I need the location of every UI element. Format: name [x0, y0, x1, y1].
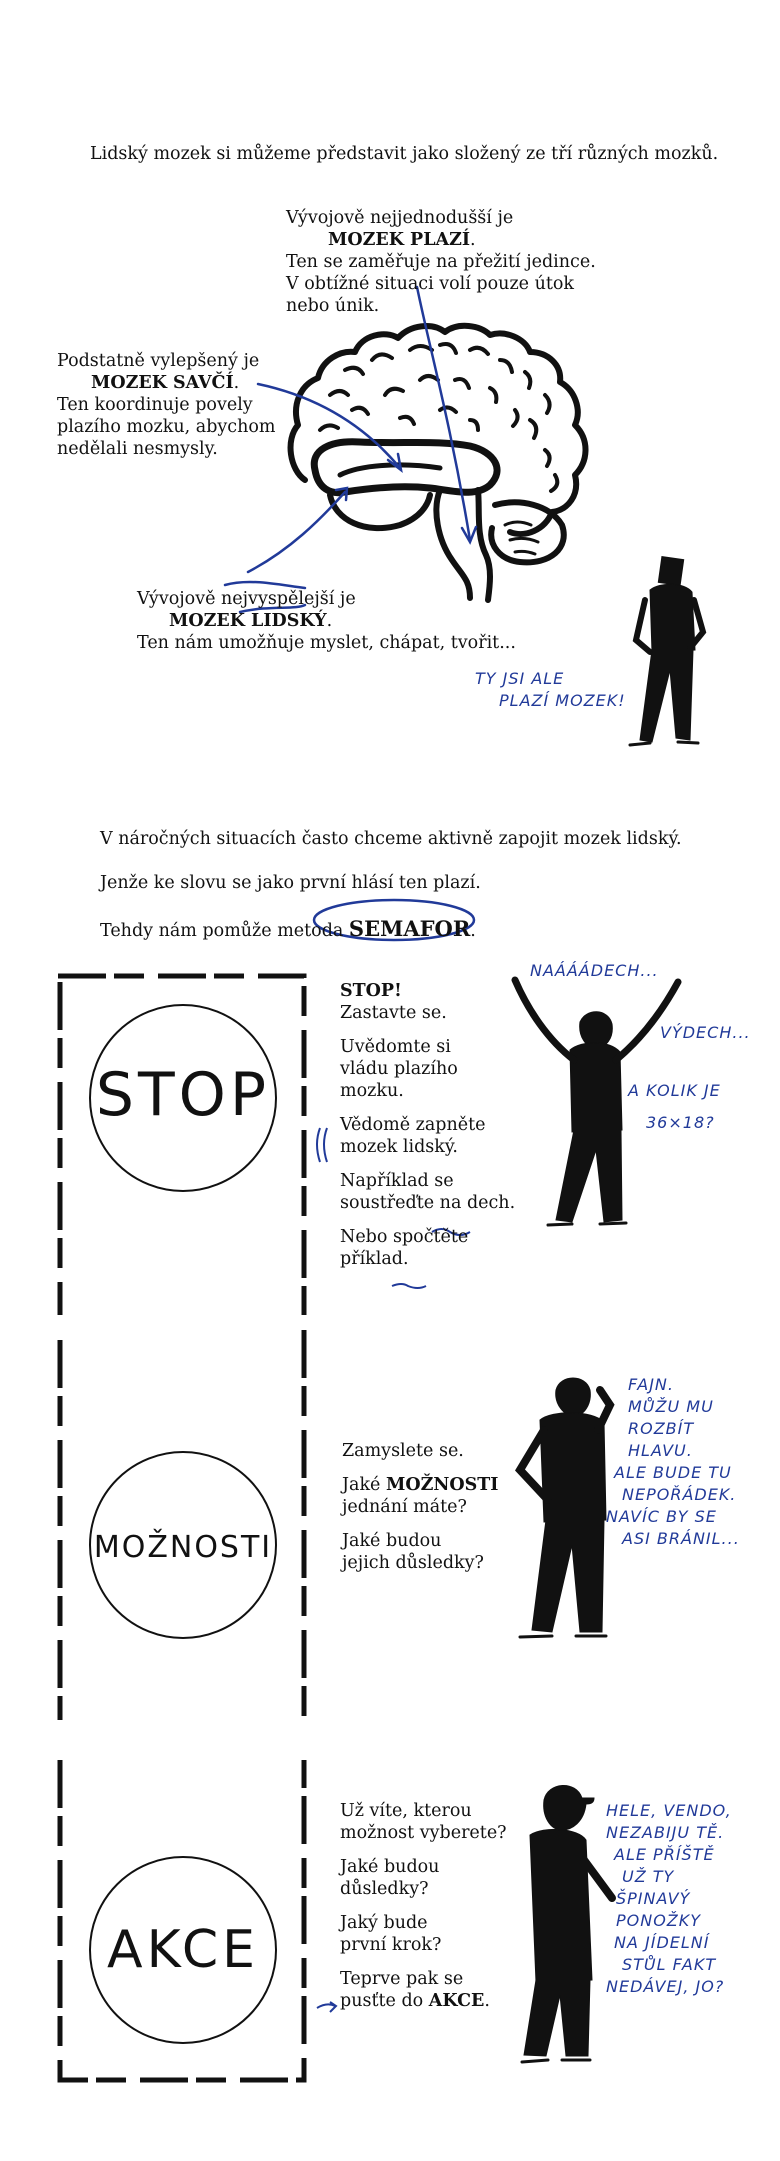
comment-reptile — [475, 668, 626, 712]
stop-t5a: Nebo spočtěte — [340, 1227, 469, 1247]
stop-t5b: příklad. — [340, 1249, 409, 1269]
comment-line2: PLAZÍ MOZEK! — [499, 691, 626, 710]
stop-t3b: mozek lidský. — [340, 1137, 458, 1157]
stop-t2c: mozku. — [340, 1081, 404, 1101]
stop-t3a: Vědomě zapněte — [340, 1115, 486, 1135]
stop-stamp: STOP — [95, 1060, 271, 1130]
moznosti-t3a: Jaké budou — [342, 1531, 442, 1551]
reptile-name: MOZEK PLAZÍ — [328, 230, 471, 250]
section2-line1: V náročných situacích často chceme aktivně zapojit mozek lidský. — [100, 829, 682, 849]
stop-t2b: vládu plazího — [340, 1059, 458, 1079]
moznosti-stamp: MOŽNOSTI — [93, 1530, 273, 1565]
human-pre: Vývojově nejvyspělejší je — [137, 589, 356, 609]
akce-note-0: HELE, VENDO, — [606, 1801, 732, 1820]
moznosti-note-7: ASI BRÁNIL... — [622, 1529, 740, 1548]
akce-t4b-pre: pusťte do — [340, 1991, 429, 2011]
akce-note-4: ŠPINAVÝ — [616, 1889, 691, 1908]
moznosti-note-6: NAVÍC BY SE — [606, 1507, 717, 1526]
akce-note-3: UŽ TY — [622, 1867, 675, 1886]
stop-t4b: soustřeďte na dech. — [340, 1193, 516, 1213]
akce-note-1: NEZABIJU TĚ. — [606, 1823, 725, 1842]
akce-t2a: Jaké budou — [340, 1857, 440, 1877]
akce-t4b-bold: AKCE — [428, 1991, 485, 2011]
method-name: SEMAFOR — [348, 916, 471, 941]
reptile-pre: Vývojově nejjednodušší je — [286, 208, 514, 228]
moznosti-t2b: jednání máte? — [342, 1497, 467, 1517]
arms-up-figure — [515, 980, 678, 1225]
reptile-punct: . — [470, 230, 476, 250]
comment-line1: TY JSI ALE — [475, 669, 565, 688]
moznosti-t2a-bold: MOŽNOSTI — [385, 1475, 499, 1495]
akce-t1b: možnost vyberete? — [340, 1823, 507, 1843]
method-post: . — [470, 921, 476, 941]
stop-t1: Zastavte se. — [340, 1003, 447, 1023]
akce-note-8: NEDÁVEJ, JO? — [606, 1977, 725, 1996]
moznosti-note-3: HLAVU. — [628, 1441, 693, 1460]
akce-t3a: Jaký bude — [340, 1913, 428, 1933]
section2-line3 — [100, 918, 476, 942]
akce-text — [340, 1800, 520, 2012]
stop-title: STOP! — [340, 981, 402, 1001]
akce-note-7: STŮL FAKT — [622, 1955, 717, 1974]
mammal-line2: Ten koordinuje povely — [57, 395, 253, 415]
akce-t3b: první krok? — [340, 1935, 442, 1955]
stop-t2a: Uvědomte si — [340, 1037, 451, 1057]
akce-notes — [606, 1800, 776, 1998]
moznosti-note-4: ALE BUDE TU — [614, 1463, 732, 1482]
mammal-pre: Podstatně vylepšený je — [57, 351, 260, 371]
akce-t1a: Už víte, kterou — [340, 1801, 472, 1821]
moznosti-note-0: FAJN. — [628, 1375, 674, 1394]
standing-figure-1 — [630, 557, 703, 745]
akce-note-5: PONOŽKY — [616, 1911, 702, 1930]
mammal-line4: nedělali nesmysly. — [57, 439, 218, 459]
cap-figure — [522, 1785, 612, 2062]
moznosti-t3b: jejich důsledky? — [342, 1553, 484, 1573]
sign-frames — [58, 976, 304, 2080]
human-line2: Ten nám umožňuje myslet, chápat, tvořit... — [137, 633, 516, 653]
intro-text: Lidský mozek si můžeme představit jako složený ze tří různých mozků. — [90, 144, 719, 164]
stop-note3b: 36×18? — [646, 1113, 715, 1132]
reptile-line2: Ten se zaměřuje na přežití jedince. — [286, 252, 596, 272]
human-punct: . — [326, 611, 333, 631]
akce-note-2: ALE PŘÍŠTĚ — [614, 1845, 715, 1864]
akce-note-6: NA JÍDELNÍ — [614, 1933, 710, 1952]
stop-note1: NAÁÁÁDECH... — [530, 961, 659, 980]
akce-t2b: důsledky? — [340, 1879, 429, 1899]
moznosti-notes — [606, 1374, 776, 1550]
phone-figure — [520, 1378, 610, 1637]
stop-note2: VÝDECH... — [660, 1023, 751, 1042]
moznosti-t2a-pre: Jaké — [342, 1475, 386, 1495]
reptile-brain-block — [286, 207, 606, 317]
moznosti-note-2: ROZBÍT — [628, 1419, 695, 1438]
reptile-line3: V obtížné situaci volí pouze útok — [286, 274, 575, 294]
akce-t4a: Teprve pak se — [340, 1969, 464, 1989]
stop-t4a: Například se — [340, 1171, 454, 1191]
human-name: MOZEK LIDSKÝ — [169, 611, 327, 631]
mammal-punct: . — [233, 373, 240, 393]
moznosti-note-1: MŮŽU MU — [628, 1397, 714, 1416]
stop-note3a: A KOLIK JE — [628, 1081, 721, 1100]
mammal-brain-block — [57, 350, 317, 460]
brain-illustration — [291, 326, 586, 600]
moznosti-text — [342, 1440, 522, 1574]
reptile-line4: nebo únik. — [286, 296, 380, 316]
moznosti-note-5: NEPOŘÁDEK. — [622, 1485, 737, 1504]
mammal-line3: plazího mozku, abychom — [57, 417, 276, 437]
stop-text — [340, 980, 520, 1270]
human-brain-block — [137, 588, 537, 654]
mammal-name: MOZEK SAVČÍ — [91, 373, 234, 393]
section2-line2: Jenže ke slovu se jako první hlásí ten plazí. — [100, 873, 481, 893]
method-pre: Tehdy nám pomůže metoda — [100, 921, 349, 941]
akce-t4b-post: . — [484, 1991, 490, 2011]
moznosti-t1: Zamyslete se. — [342, 1441, 464, 1461]
akce-stamp: AKCE — [107, 1920, 259, 1980]
